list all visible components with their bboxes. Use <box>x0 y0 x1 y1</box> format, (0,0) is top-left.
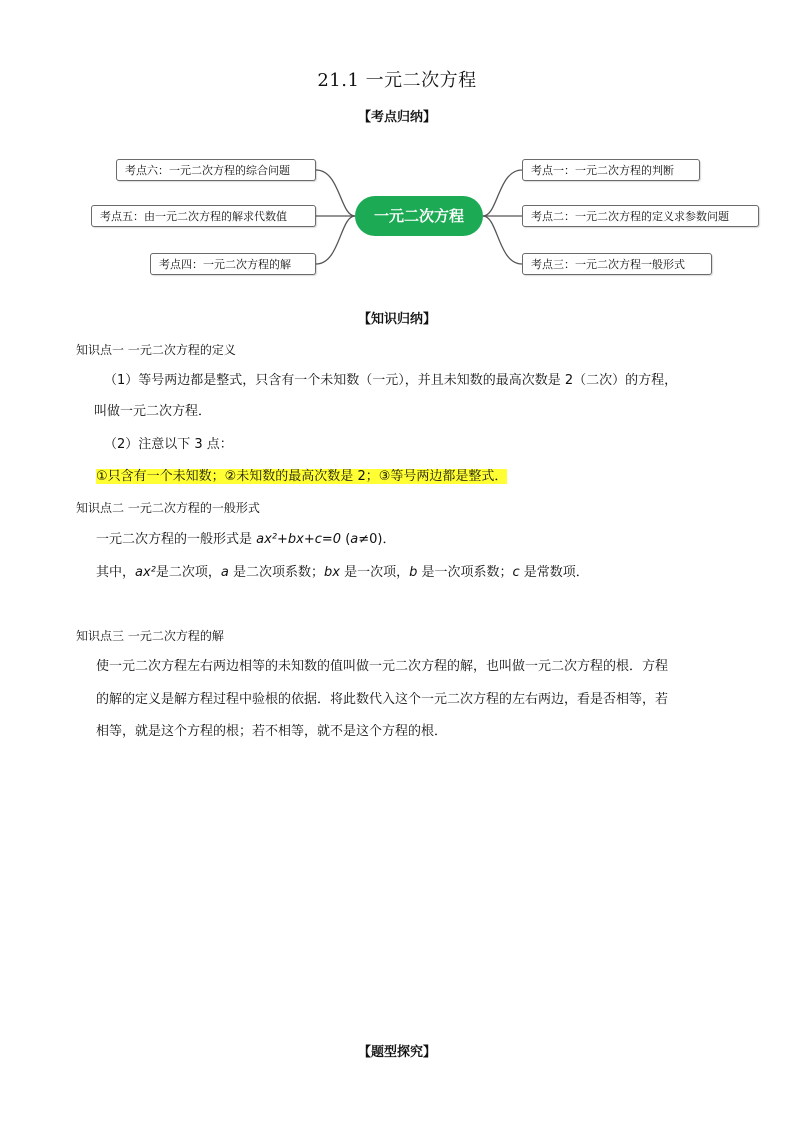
term-ax2: ax² <box>135 565 156 580</box>
highlight-text: ①只含有一个未知数；②未知数的最高次数是 2；③等号两边都是整式． <box>96 469 508 484</box>
kp2-title: 知识点二 一元二次方程的一般形式 <box>76 501 260 515</box>
kp3-line2: 的解的定义是解方程过程中验根的依据．将此数代入这个一元二次方程的左右两边，看是否相等，若 <box>96 692 669 707</box>
kp1-note-intro: （2）注意以下 3 点： <box>104 437 233 452</box>
page-title: 21.1 一元二次方程 <box>317 70 477 91</box>
text-segment: 是一次项系数； <box>417 565 513 580</box>
section-heading-zhishi: 【知识归纳】 <box>357 312 436 327</box>
term-bx: bx <box>324 565 340 580</box>
kp3-title: 知识点三 一元二次方程的解 <box>76 629 224 643</box>
mindmap-node-kaodian-1: 考点一：一元二次方程的判断 <box>522 159 700 181</box>
text-segment: ≠0)． <box>358 532 396 547</box>
kp1-highlighted-points <box>96 467 507 487</box>
text-segment: 是二次项， <box>155 565 221 580</box>
variable-a: a <box>350 532 359 547</box>
kp1-paragraph-line1: （1）等号两边都是整式，只含有一个未知数（一元），并且未知数的最高次数是 2（二次）的方程， <box>104 373 678 388</box>
formula-general: ax²+bx+c=0 <box>256 532 342 547</box>
kp1-title: 知识点一 一元二次方程的定义 <box>76 343 236 357</box>
text-segment: 一元二次方程的一般形式是 <box>96 532 257 547</box>
text-segment: 是常数项． <box>519 565 589 580</box>
text-segment: 是二次项系数； <box>228 565 325 580</box>
kp1-paragraph-line2: 叫做一元二次方程． <box>94 404 212 419</box>
kp2-general-form <box>96 530 736 550</box>
section-heading-tixing: 【题型探究】 <box>357 1045 436 1060</box>
text-segment: ( <box>341 532 351 547</box>
variable-a: a <box>220 565 229 580</box>
text-segment: 其中， <box>96 565 136 580</box>
mindmap-node-kaodian-2: 考点二：一元二次方程的定义求参数问题 <box>522 205 759 227</box>
kp3-line1: 使一元二次方程左右两边相等的未知数的值叫做一元二次方程的解，也叫做一元二次方程的根．方程 <box>96 659 669 674</box>
mindmap-center-node: 一元二次方程 <box>355 196 483 236</box>
mindmap-node-kaodian-4: 考点四：一元二次方程的解 <box>150 253 316 275</box>
kp2-terms-explanation <box>96 563 736 583</box>
kp3-line3: 相等，就是这个方程的根；若不相等，就不是这个方程的根． <box>96 724 448 739</box>
variable-b: b <box>409 565 418 580</box>
mindmap-node-kaodian-3: 考点三：一元二次方程一般形式 <box>522 253 712 275</box>
text-segment: 是一次项， <box>339 565 410 580</box>
mindmap-node-kaodian-6: 考点六：一元二次方程的综合问题 <box>116 159 316 181</box>
mindmap-node-kaodian-5: 考点五：由一元二次方程的解求代数值 <box>91 205 316 227</box>
section-heading-kaodian: 【考点归纳】 <box>357 110 436 125</box>
variable-c: c <box>512 565 520 580</box>
